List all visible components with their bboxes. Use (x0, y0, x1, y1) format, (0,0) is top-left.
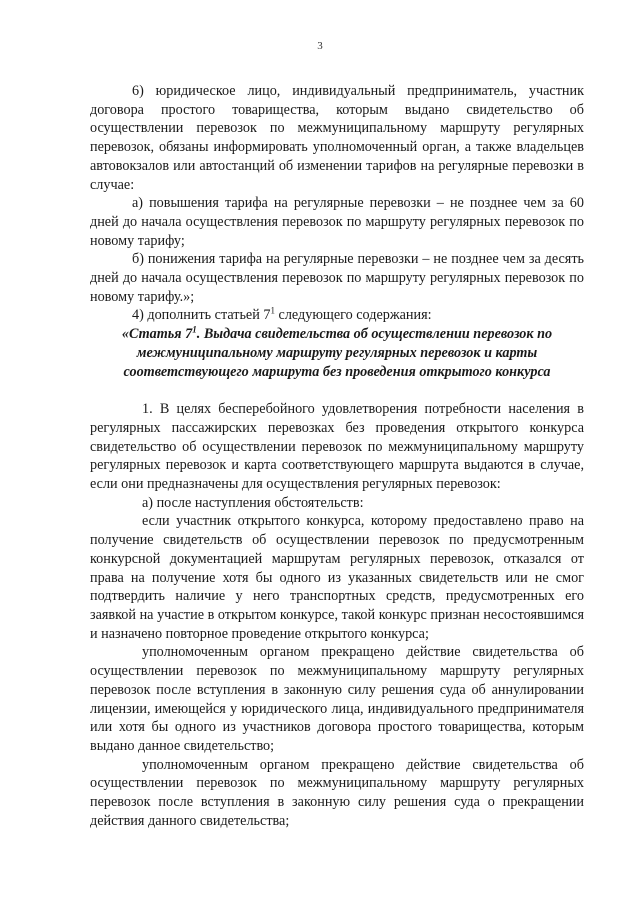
intro-after: следующего содержания: (274, 307, 432, 324)
paragraph-1: 1. В целях бесперебойного удовлетворения потребности населения в регулярных пассажирских перевозках без проведения открытого конкурса свидетельство об осуществлении перевозок по межмуниципальному маршруту регулярных перевозок и карта соответствующего маршрута выдаются в случае, если они предназначены для осуществления регулярных перевозок: (90, 401, 584, 493)
spacer (90, 381, 584, 400)
article-heading-rest: . Выдача свидетельства об осуществлении перевозок по межмуниципальному маршруту регулярных перевозок и карты соответствующего маршрута без проведения открытого конкурса (123, 326, 553, 380)
paragraph-6a: а) повышения тарифа на регулярные перевозки – не позднее чем за 60 дней до начала осуществления перевозок по маршруту регулярных перевозок по новому тарифу; (90, 195, 584, 249)
paragraph-case-1: если участник открытого конкурса, которому предоставлено право на получение свидетельств об осуществлении перевозок по предусмотренным конкурсной документацией маршрутам регулярных перевозок, отказался от права на получение хотя бы одного из указанных свидетельств или не смог подтвердить наличие у него транспортных средств, предусмотренных его заявкой на участие в открытом конкурсе, такой конкурс признан несостоявшимся и назначено повторное проведение открытого конкурса; (90, 513, 584, 642)
paragraph-6: 6) юридическое лицо, индивидуальный предприниматель, участник договора простого товарищества, которым выдано свидетельство об осуществлении перевозок по межмуниципальному маршруту регулярных перевозок, обязаны информировать уполномоченный орган, а также владельцев автовокзалов или автостанций об изменении тарифов на регулярные перевозки в случае: (90, 83, 584, 193)
paragraph-case-2: уполномоченным органом прекращено действие свидетельства об осуществлении перевозок по межмуниципальному маршруту регулярных перевозок после вступления в законную силу решения суда об аннулировании лицензии, имеющейся у юридического лица, индивидуального предпринимателя или хотя бы одного из участников договора простого товарищества, которым выдано данное свидетельство; (90, 644, 584, 754)
article-heading-prefix: «Статья 7 (121, 326, 193, 343)
intro-sup: 1 (270, 305, 275, 316)
paragraph-4-intro (90, 306, 584, 325)
intro-before: 4) дополнить статьей 7 (132, 307, 271, 324)
document-body (90, 82, 584, 830)
page-number: 3 (317, 40, 323, 52)
paragraph-case-3: уполномоченным органом прекращено действие свидетельства об осуществлении перевозок по межмуниципальному маршруту регулярных перевозок после вступления в законную силу решения суда о прекращении действия данного свидетельства; (90, 756, 584, 829)
paragraph-6b: б) понижения тарифа на регулярные перевозки – не позднее чем за десять дней до начала осуществления перевозок по маршруту регулярных перевозок по новому тарифу.»; (90, 251, 584, 305)
article-heading (90, 325, 584, 381)
article-heading-sup: 1 (192, 324, 197, 335)
paragraph-1a: а) после наступления обстоятельств: (142, 494, 364, 511)
